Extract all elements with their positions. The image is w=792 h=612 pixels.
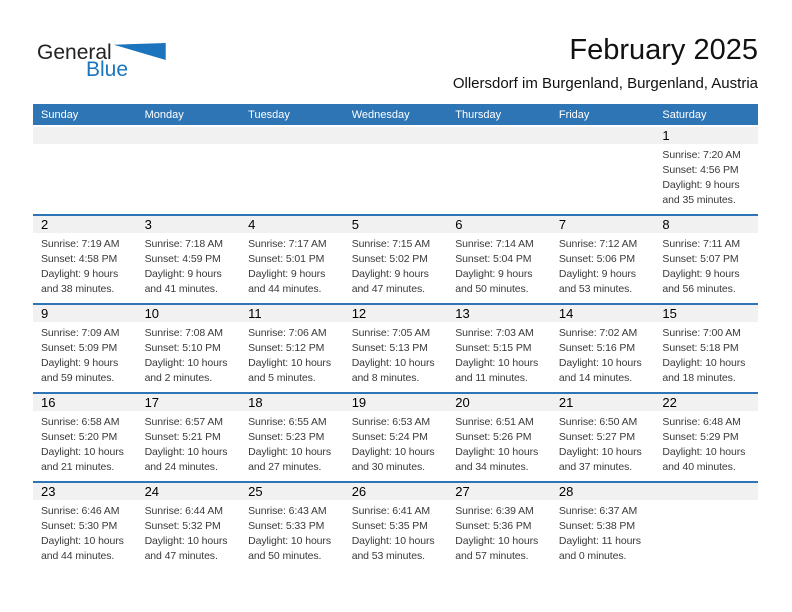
day-info [240,500,344,564]
sunrise-text: Sunrise: 6:43 AM [248,505,327,517]
sunset-text: Sunset: 5:06 PM [558,253,635,265]
day-cell-23 [33,483,137,570]
weekday-header-monday: Monday [144,108,184,121]
day-cell-1 [654,127,758,214]
sunset-text: Sunset: 5:23 PM [248,431,325,443]
daylight-text: Daylight: 10 hours and 53 minutes. [351,535,435,562]
day-info [33,322,137,386]
sunset-text: Sunset: 4:58 PM [41,253,118,265]
sunrise-text: Sunrise: 7:11 AM [662,238,741,250]
day-cell-13 [447,305,551,392]
sunrise-text: Sunrise: 6:37 AM [558,505,638,517]
day-number: 26 [344,483,448,500]
day-number: 17 [137,394,241,411]
sunrise-text: Sunrise: 6:41 AM [351,505,431,517]
daylight-text: Daylight: 10 hours and 11 minutes. [455,357,539,384]
daylight-text: Daylight: 10 hours and 37 minutes. [558,446,642,473]
sunset-text: Sunset: 5:18 PM [662,342,739,354]
day-cell-empty [240,127,344,214]
day-cell-27 [447,483,551,570]
day-info [654,411,758,475]
day-number: 12 [344,305,448,322]
day-cell-empty [447,127,551,214]
daylight-text: Daylight: 9 hours and 41 minutes. [144,268,222,295]
day-info [344,411,448,475]
daylight-text: Daylight: 10 hours and 8 minutes. [351,357,435,384]
sunset-text: Sunset: 5:02 PM [351,253,428,265]
sunset-text: Sunset: 5:30 PM [41,520,118,532]
week-row-1 [33,125,758,214]
day-info [447,233,551,297]
day-info [137,411,241,475]
sunrise-text: Sunrise: 7:06 AM [248,327,327,339]
day-number: 11 [240,305,344,322]
day-cell-4 [240,216,344,303]
day-info [344,322,448,386]
calendar-table [33,104,758,570]
sunset-text: Sunset: 5:04 PM [455,253,532,265]
day-cell-25 [240,483,344,570]
daylight-text: Daylight: 10 hours and 18 minutes. [662,357,746,384]
daylight-text: Daylight: 9 hours and 50 minutes. [455,268,533,295]
day-cell-12 [344,305,448,392]
day-number: 20 [447,394,551,411]
daylight-text: Daylight: 10 hours and 5 minutes. [248,357,331,384]
day-cell-28 [551,483,655,570]
day-cell-22 [654,394,758,481]
daylight-text: Daylight: 10 hours and 27 minutes. [248,446,331,473]
day-info [33,500,137,564]
sunrise-text: Sunrise: 6:39 AM [455,505,534,517]
sunset-text: Sunset: 5:35 PM [351,520,428,532]
weekday-header-sunday: Sunday [41,108,79,121]
sunrise-text: Sunrise: 6:51 AM [455,416,534,428]
week-row-2 [33,214,758,303]
day-number: 2 [33,216,137,233]
day-cell-19 [344,394,448,481]
weekday-header-saturday: Saturday [662,108,707,121]
day-number: 22 [654,394,758,411]
sunset-text: Sunset: 5:38 PM [558,520,635,532]
day-cell-24 [137,483,241,570]
day-number: 23 [33,483,137,500]
day-number [447,127,551,144]
sunrise-text: Sunrise: 7:09 AM [41,327,120,339]
daylight-text: Daylight: 10 hours and 2 minutes. [144,357,228,384]
sunrise-text: Sunrise: 6:50 AM [558,416,638,428]
day-number: 10 [137,305,241,322]
sunrise-text: Sunrise: 7:02 AM [558,327,638,339]
daylight-text: Daylight: 11 hours and 0 minutes. [558,535,641,562]
daylight-text: Daylight: 9 hours and 47 minutes. [351,268,429,295]
day-info [551,411,655,475]
day-info [33,233,137,297]
day-info [33,411,137,475]
sunrise-text: Sunrise: 7:05 AM [351,327,431,339]
day-cell-8 [654,216,758,303]
day-cell-18 [240,394,344,481]
sunrise-text: Sunrise: 7:12 AM [558,238,638,250]
daylight-text: Daylight: 10 hours and 50 minutes. [248,535,331,562]
day-info [447,322,551,386]
sunrise-text: Sunrise: 6:53 AM [351,416,431,428]
sunset-text: Sunset: 5:36 PM [455,520,532,532]
page-title: February 2025 [569,34,758,66]
sunrise-text: Sunrise: 7:14 AM [455,238,534,250]
general-blue-logo [37,42,169,79]
sunrise-text: Sunrise: 7:18 AM [144,238,223,250]
sunset-text: Sunset: 5:12 PM [248,342,325,354]
daylight-text: Daylight: 10 hours and 47 minutes. [144,535,228,562]
day-number [344,127,448,144]
daylight-text: Daylight: 10 hours and 57 minutes. [455,535,539,562]
day-cell-3 [137,216,241,303]
week-row-5 [33,481,758,570]
daylight-text: Daylight: 10 hours and 24 minutes. [144,446,228,473]
sunrise-text: Sunrise: 6:57 AM [144,416,223,428]
day-number [654,483,758,500]
sunrise-text: Sunrise: 7:17 AM [248,238,327,250]
day-info [240,411,344,475]
day-info [137,322,241,386]
sunset-text: Sunset: 5:33 PM [248,520,325,532]
sunrise-text: Sunrise: 6:48 AM [662,416,741,428]
daylight-text: Daylight: 9 hours and 59 minutes. [41,357,119,384]
sunset-text: Sunset: 5:01 PM [248,253,325,265]
daylight-text: Daylight: 9 hours and 35 minutes. [662,179,740,206]
sunset-text: Sunset: 5:29 PM [662,431,739,443]
day-info [551,500,655,564]
day-cell-26 [344,483,448,570]
day-cell-6 [447,216,551,303]
sunset-text: Sunset: 5:15 PM [455,342,532,354]
day-info [654,233,758,297]
day-cell-5 [344,216,448,303]
sunset-text: Sunset: 5:27 PM [558,431,635,443]
day-number: 13 [447,305,551,322]
day-cell-15 [654,305,758,392]
day-cell-21 [551,394,655,481]
day-number: 5 [344,216,448,233]
weekday-header-tuesday: Tuesday [248,108,290,121]
weekday-header-friday: Friday [558,108,590,121]
day-number: 15 [654,305,758,322]
sunset-text: Sunset: 4:56 PM [662,164,739,176]
daylight-text: Daylight: 9 hours and 44 minutes. [248,268,326,295]
day-info [137,233,241,297]
sunrise-text: Sunrise: 7:20 AM [662,149,741,161]
day-info [654,322,758,386]
day-number: 4 [240,216,344,233]
day-cell-empty [33,127,137,214]
day-cell-14 [551,305,655,392]
daylight-text: Daylight: 10 hours and 40 minutes. [662,446,746,473]
sunrise-text: Sunrise: 6:46 AM [41,505,120,517]
day-cell-empty [344,127,448,214]
day-info [551,322,655,386]
day-cell-11 [240,305,344,392]
sunset-text: Sunset: 5:16 PM [558,342,635,354]
sunrise-text: Sunrise: 7:08 AM [144,327,223,339]
daylight-text: Daylight: 9 hours and 53 minutes. [558,268,636,295]
week-row-3 [33,303,758,392]
sunset-text: Sunset: 5:32 PM [144,520,221,532]
sunrise-text: Sunrise: 6:55 AM [248,416,327,428]
day-cell-2 [33,216,137,303]
day-number: 21 [551,394,655,411]
day-cell-7 [551,216,655,303]
sunset-text: Sunset: 5:13 PM [351,342,428,354]
day-info [447,411,551,475]
day-number: 1 [654,127,758,144]
weekday-header-row [33,104,758,125]
daylight-text: Daylight: 10 hours and 30 minutes. [351,446,435,473]
logo-text-general: General [37,41,112,64]
day-number [551,127,655,144]
sunrise-text: Sunrise: 6:44 AM [144,505,223,517]
sunrise-text: Sunrise: 7:15 AM [351,238,431,250]
sunset-text: Sunset: 5:20 PM [41,431,118,443]
day-cell-empty [551,127,655,214]
day-info [447,500,551,564]
day-number [240,127,344,144]
day-info [240,233,344,297]
daylight-text: Daylight: 10 hours and 14 minutes. [558,357,642,384]
daylight-text: Daylight: 9 hours and 56 minutes. [662,268,740,295]
day-cell-9 [33,305,137,392]
day-number: 24 [137,483,241,500]
daylight-text: Daylight: 9 hours and 38 minutes. [41,268,119,295]
day-number: 8 [654,216,758,233]
day-info [240,322,344,386]
daylight-text: Daylight: 10 hours and 21 minutes. [41,446,124,473]
week-row-4 [33,392,758,481]
day-cell-20 [447,394,551,481]
day-number [137,127,241,144]
day-number: 9 [33,305,137,322]
day-number: 7 [551,216,655,233]
sunset-text: Sunset: 5:24 PM [351,431,428,443]
day-info [654,144,758,208]
sunset-text: Sunset: 5:26 PM [455,431,532,443]
day-cell-16 [33,394,137,481]
logo-text-blue: Blue [85,58,128,81]
day-cell-empty [137,127,241,214]
day-number: 28 [551,483,655,500]
day-info [137,500,241,564]
location-subtitle: Ollersdorf im Burgenland, Burgenland, Austria [452,75,758,92]
sunset-text: Sunset: 5:09 PM [41,342,118,354]
sunrise-text: Sunrise: 7:03 AM [455,327,534,339]
day-cell-empty [654,483,758,570]
day-info [344,233,448,297]
daylight-text: Daylight: 10 hours and 44 minutes. [41,535,124,562]
day-number: 19 [344,394,448,411]
day-cell-17 [137,394,241,481]
daylight-text: Daylight: 10 hours and 34 minutes. [455,446,539,473]
day-number: 6 [447,216,551,233]
weekday-header-wednesday: Wednesday [351,108,410,121]
day-number: 14 [551,305,655,322]
day-cell-10 [137,305,241,392]
day-number: 27 [447,483,551,500]
day-info [344,500,448,564]
sunrise-text: Sunrise: 7:00 AM [662,327,741,339]
day-number: 25 [240,483,344,500]
sunrise-text: Sunrise: 6:58 AM [41,416,120,428]
day-number [33,127,137,144]
sunset-text: Sunset: 5:10 PM [144,342,221,354]
sunset-text: Sunset: 5:07 PM [662,253,739,265]
sunset-text: Sunset: 5:21 PM [144,431,221,443]
day-number: 18 [240,394,344,411]
day-number: 3 [137,216,241,233]
sunset-text: Sunset: 4:59 PM [144,253,221,265]
sunrise-text: Sunrise: 7:19 AM [41,238,120,250]
day-info [551,233,655,297]
day-number: 16 [33,394,137,411]
weekday-header-thursday: Thursday [455,108,502,121]
